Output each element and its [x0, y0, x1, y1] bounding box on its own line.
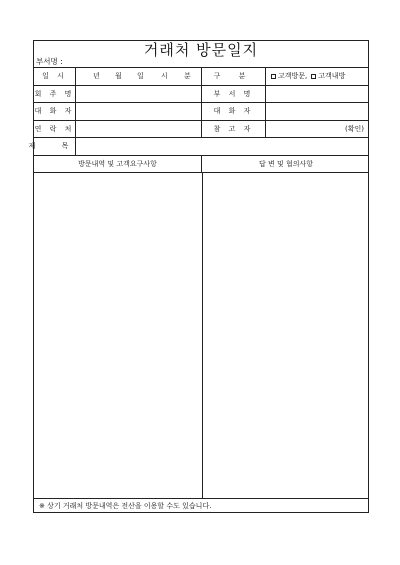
- subject-field[interactable]: [76, 138, 370, 155]
- company-field[interactable]: [76, 86, 202, 103]
- contact-right-label: 대 화 자: [202, 103, 266, 120]
- month-unit: 월: [115, 72, 122, 81]
- day-unit: 일: [137, 72, 144, 81]
- subject-label: 제 목: [34, 138, 76, 155]
- row-contact: [34, 103, 368, 121]
- dept-name-label: 부 서 명: [202, 86, 266, 103]
- phone-label: 연 락 처: [34, 121, 76, 138]
- year-unit: 년: [93, 72, 100, 81]
- row-subject: [28, 138, 368, 156]
- dept-name-field[interactable]: [266, 86, 370, 103]
- left-section-header: 방문내역 및 고객요구사항: [34, 156, 202, 172]
- phone-field[interactable]: [76, 121, 202, 138]
- answer-area[interactable]: [202, 173, 369, 499]
- section-header-row: [34, 156, 368, 173]
- checkbox-incoming-icon[interactable]: [311, 74, 316, 79]
- row-company: [34, 86, 368, 104]
- confirm-label: (확인): [345, 124, 364, 133]
- form-title: 거래처 방문일지: [143, 41, 259, 59]
- department-label: 부서명 :: [36, 57, 63, 66]
- right-section-header: 답 변 및 협의사항: [258, 159, 313, 168]
- company-label: 회 주 명: [34, 86, 76, 103]
- reference-field[interactable]: [266, 121, 370, 138]
- contact-label: 대 화 자: [34, 103, 76, 120]
- hour-unit: 시: [161, 72, 168, 81]
- footer-note: ※ 상기 거래처 방문내역은 전산을 이용할 수도 있습니다.: [34, 498, 368, 513]
- checkbox-visit-icon[interactable]: [271, 74, 276, 79]
- visit-details-area[interactable]: [34, 173, 202, 499]
- datetime-value[interactable]: [76, 68, 202, 85]
- content-divider: [202, 173, 203, 499]
- row-datetime: [34, 68, 368, 86]
- option-visit-label: 고객방문,: [278, 72, 308, 81]
- division-label: 구 분: [202, 68, 266, 85]
- division-options: [266, 68, 370, 85]
- row-phone: [34, 121, 368, 139]
- visit-log-form: [28, 40, 369, 513]
- title-block: [34, 41, 368, 68]
- reference-label: 참 고 자: [202, 121, 266, 138]
- datetime-label: 일 시: [34, 68, 76, 85]
- option-incoming-label: 고객내방: [318, 72, 346, 81]
- contact-right-field[interactable]: [266, 103, 370, 120]
- contact-field[interactable]: [76, 103, 202, 120]
- minute-unit: 분: [184, 72, 191, 81]
